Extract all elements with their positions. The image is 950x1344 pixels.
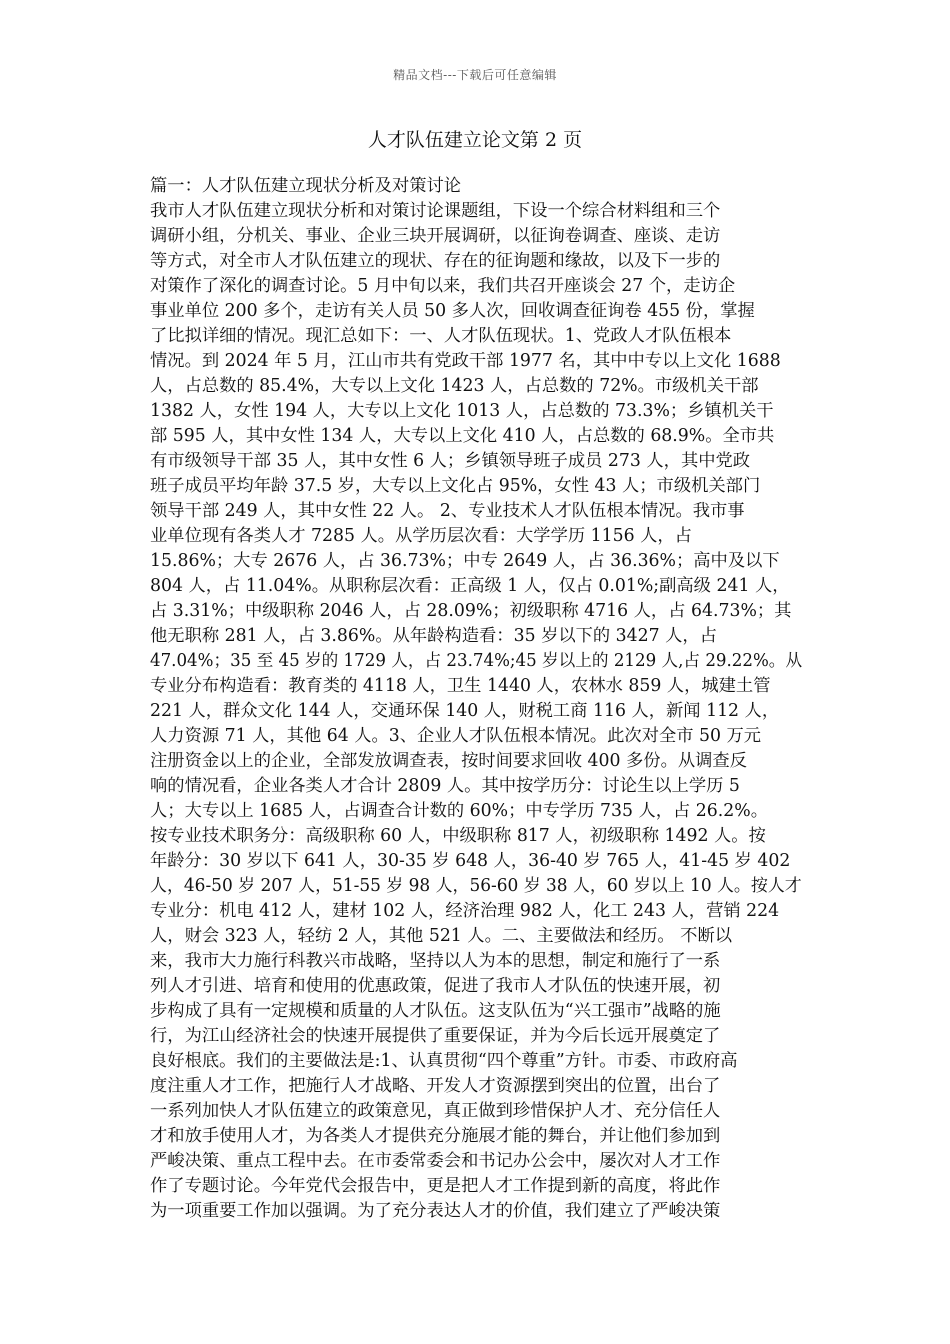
body-line: 等方式，对全市人才队伍建立的现状、存在的征询题和缘故，以及下一步的 [150,251,721,271]
body-line: 15.86%；大专 2676 人，占 36.73%；中专 2649 人，占 36.36%；高中及以下 [150,551,780,571]
body-line: 为一项重要工作加以强调。为了充分表达人才的价值，我们建立了严峻决策 [150,1201,721,1221]
body-line: 有市级领导干部 35 人，其中女性 6 人；乡镇领导班子成员 273 人，其中党政 [150,451,751,471]
body-line: 47.04%；35 至 45 岁的 1729 人，占 23.74%;45 岁以上的 2129 人,占 29.22%。从 [150,651,803,671]
body-line: 注册资金以上的企业，全部发放调查表，按时间要求回收 400 多份。从调查反 [150,751,747,771]
body-line: 作了专题讨论。今年党代会报告中，更是把人才工作提到新的高度，将此作 [150,1176,721,1196]
body-line: 部 595 人，其中女性 134 人，大专以上文化 410 人，占总数的 68.9%。全市共 [150,426,775,446]
body-line: 占 3.31%；中级职称 2046 人，占 28.09%；初级职称 4716 人，占 64.73%；其 [150,601,792,621]
body-line: 人；大专以上 1685 人，占调查合计数的 60%；中专学历 735 人，占 26.2%。 [150,801,768,821]
body-line: 了比拟详细的情况。现汇总如下：一、人才队伍现状。1、党政人才队伍根本 [150,326,732,346]
body-line: 专业分：机电 412 人，建材 102 人，经济治理 982 人，化工 243 人，营销 224 [150,901,780,921]
body-line: 行，为江山经济社会的快速开展提供了重要保证，并为今后长远开展奠定了 [150,1026,721,1046]
document-title: 人才队伍建立论文第 2 页 [367,129,583,151]
body-line: 按专业技术职务分：高级职称 60 人，中级职称 817 人，初级职称 1492 人。按 [150,826,766,846]
body-line: 领导干部 249 人，其中女性 22 人。 2、专业技术人才队伍根本情况。我市事 [150,501,745,521]
body-line: 他无职称 281 人，占 3.86%。从年龄构造看：35 岁以下的 3427 人，占 [150,626,717,646]
body-line: 事业单位 200 多个，走访有关人员 50 多人次，回收调查征询卷 455 份，掌握 [150,301,755,321]
body-line: 情况。到 2024 年 5 月，江山市共有党政干部 1977 名，其中中专以上文化 1688 [150,351,781,371]
body-line: 221 人，群众文化 144 人，交通环保 140 人，财税工商 116 人，新闻 112 人， [150,701,780,721]
body-line: 1382 人，女性 194 人，大专以上文化 1013 人，占总数的 73.3%；乡镇机关干 [150,401,774,421]
body-line: 列人才引进、培育和使用的优惠政策，促进了我市人才队伍的快速开展，初 [150,976,721,996]
body-line: 804 人，占 11.04%。从职称层次看：正高级 1 人，仅占 0.01%;副高级 241 人， [150,576,790,596]
body-line: 步构成了具有一定规模和质量的人才队伍。这支队伍为“兴工强市”战略的施 [150,1001,721,1021]
body-line: 度注重人才工作，把施行人才战略、开发人才资源摆到突出的位置，出台了 [150,1076,721,1096]
body-line: 来，我市大力施行科教兴市战略，坚持以人为本的思想，制定和施行了一系 [150,951,721,971]
body-line: 调研小组，分机关、事业、企业三块开展调研，以征询卷调查、座谈、走访 [150,226,721,246]
body-line: 专业分布构造看：教育类的 4118 人，卫生 1440 人，农林水 859 人，城建土管 [150,676,771,696]
body-line: 严峻决策、重点工程中去。在市委常委会和书记办公会中，屡次对人才工作 [150,1151,721,1171]
body-line: 业单位现有各类人才 7285 人。从学历层次看：大学学历 1156 人，占 [150,526,692,546]
header-note: 精品文档---下载后可任意编辑 [393,68,557,82]
body-line: 人力资源 71 人，其他 64 人。3、企业人才队伍根本情况。此次对全市 50 万元 [150,726,762,746]
body-line: 年龄分：30 岁以下 641 人，30-35 岁 648 人，36-40 岁 765 人，41-45 岁 402 [150,851,791,871]
body-line: 良好根底。我们的主要做法是:1、认真贯彻“四个尊重”方针。市委、市政府高 [150,1051,738,1071]
body-line: 我市人才队伍建立现状分析和对策讨论课题组，下设一个综合材料组和三个 [150,201,721,221]
section-heading: 篇一：人才队伍建立现状分析及对策讨论 [150,176,462,196]
body-line: 人，占总数的 85.4%，大专以上文化 1423 人，占总数的 72%。市级机关干部 [150,376,759,396]
body-line: 班子成员平均年龄 37.5 岁，大专以上文化占 95%，女性 43 人；市级机关部门 [150,476,761,496]
body-line: 才和放手使用人才，为各类人才提供充分施展才能的舞台，并让他们参加到 [150,1126,721,1146]
body-line: 一系列加快人才队伍建立的政策意见，真正做到珍惜保护人才、充分信任人 [150,1101,721,1121]
body-line: 对策作了深化的调查讨论。5 月中旬以来，我们共召开座谈会 27 个，走访企 [150,276,736,296]
document-body [150,174,802,1224]
body-line: 人，财会 323 人，轻纺 2 人，其他 521 人。二、主要做法和经历。 不断以 [150,926,733,946]
body-line: 响的情况看，企业各类人才合计 2809 人。其中按学历分：讨论生以上学历 5 [150,776,740,796]
body-line: 人，46-50 岁 207 人，51-55 岁 98 人，56-60 岁 38 人，60 岁以上 10 人。按人才 [150,876,802,896]
